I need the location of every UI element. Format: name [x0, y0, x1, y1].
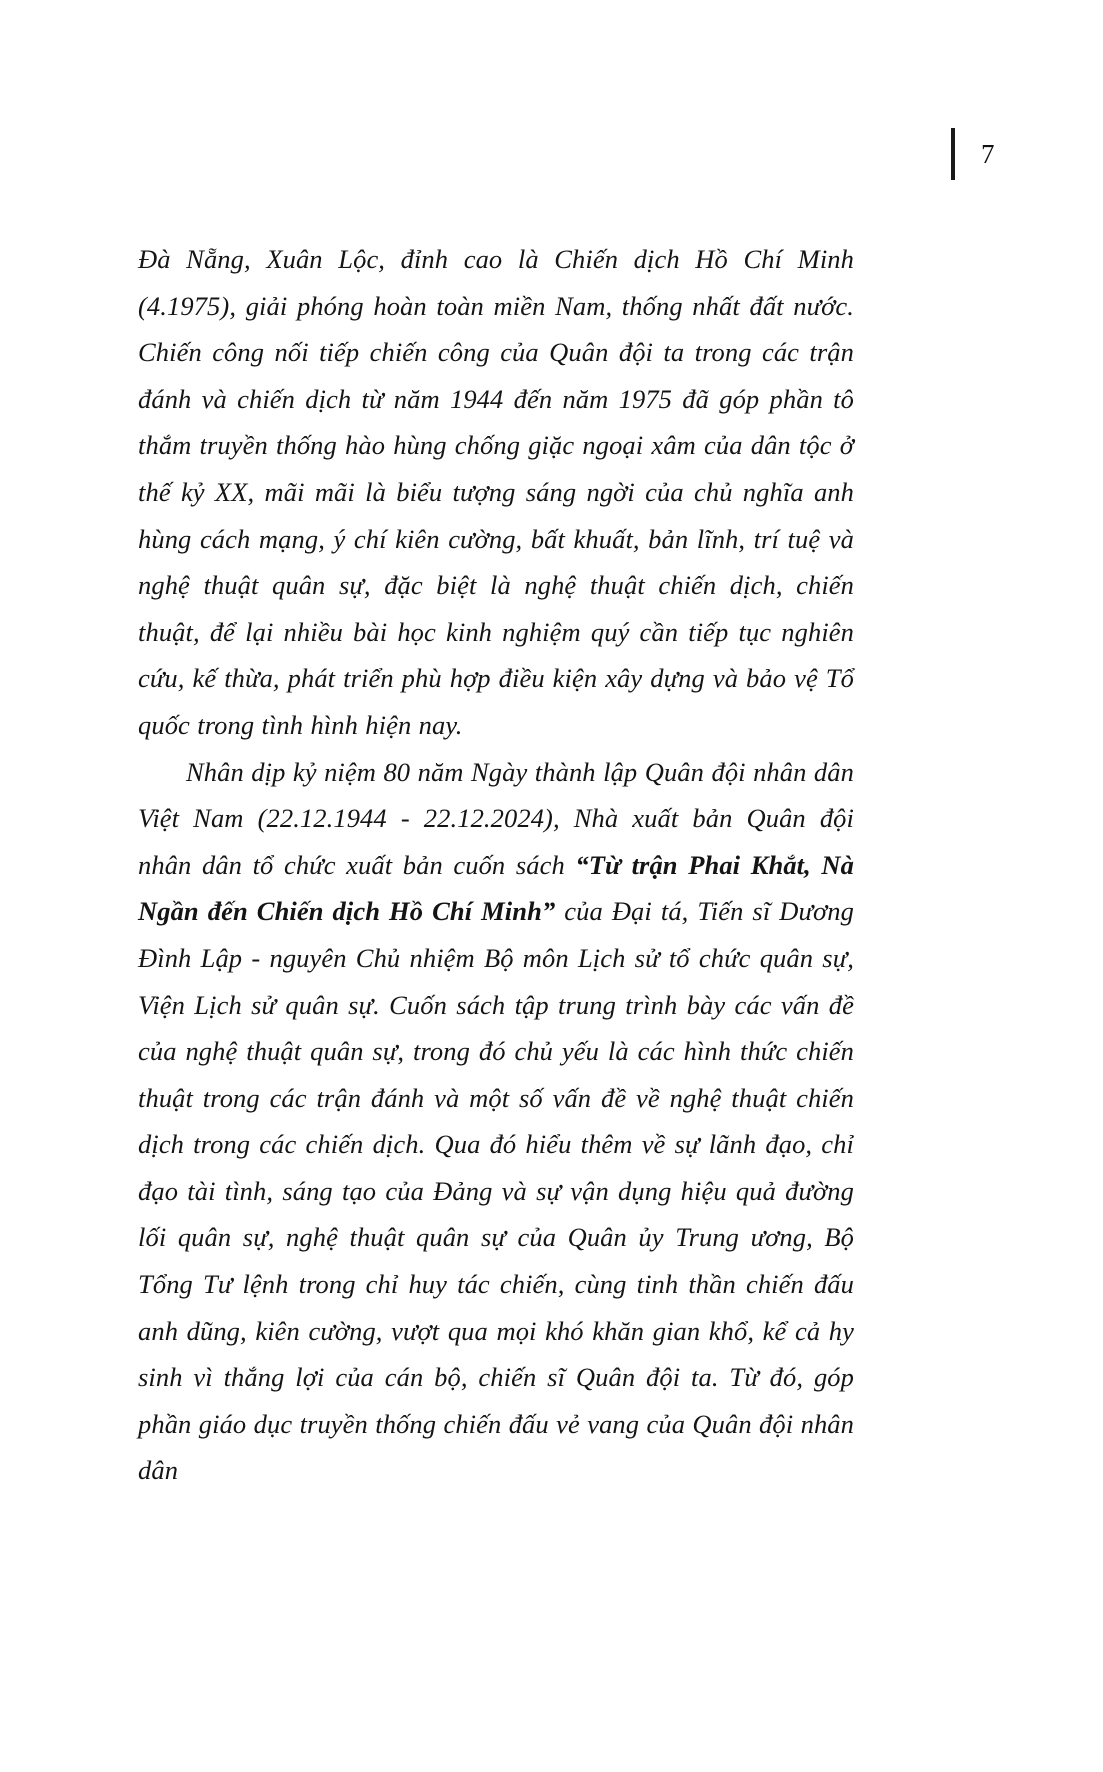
header-rule-decoration: [951, 128, 955, 180]
paragraph-2-segment-1: Nhân dịp kỷ niệm 80 năm Ngày thành lập Quân đội nhân dân Việt Nam (22.12.1944 - 22.12.2024), Nhà xuất bản Quân đội nhân dân tổ chức xuất bản cuốn sách: [138, 756, 854, 880]
paragraph-1: Đà Nẵng, Xuân Lộc, đỉnh cao là Chiến dịch Hồ Chí Minh (4.1975), giải phóng hoàn toàn miền Nam, thống nhất đất nước. Chiến công nối tiếp chiến công của Quân đội ta trong các trận đánh và chiến dịch từ năm 1944 đến năm 1975 đã góp phần tô thắm truyền thống hào hùng chống giặc ngoại xâm của dân tộc ở thế kỷ XX, mãi mãi là biểu tượng sáng ngời của chủ nghĩa anh hùng cách mạng, ý chí kiên cường, bất khuất, bản lĩnh, trí tuệ và nghệ thuật quân sự, đặc biệt là nghệ thuật chiến dịch, chiến thuật, để lại nhiều bài học kinh nghiệm quý cần tiếp tục nghiên cứu, kế thừa, phát triển phù hợp điều kiện xây dựng và bảo vệ Tổ quốc trong tình hình hiện nay.: [138, 244, 854, 740]
page-header: [951, 128, 995, 180]
paragraph-2: [138, 749, 854, 1495]
book-title-emphasis: “Từ trận Phai Khắt, Nà Ngần đến Chiến dịch Hồ Chí Minh”: [138, 849, 855, 927]
paragraph-2-segment-3: của Đại tá, Tiến sĩ Dương Đình Lập - nguyên Chủ nhiệm Bộ môn Lịch sử tổ chức quân sự, Viện Lịch sử quân sự. Cuốn sách tập trung trình bày các vấn đề của nghệ thuật quân sự, trong đó chủ yếu là các hình thức chiến thuật trong các trận đánh và một số vấn đề về nghệ thuật chiến dịch trong các chiến dịch. Qua đó hiểu thêm về sự lãnh đạo, chỉ đạo tài tình, sáng tạo của Đảng và sự vận dụng hiệu quả đường lối quân sự, nghệ thuật quân sự của Quân ủy Trung ương, Bộ Tổng Tư lệnh trong chỉ huy tác chiến, cùng tinh thần chiến đấu anh dũng, kiên cường, vượt qua mọi khó khăn gian khổ, kể cả hy sinh vì thắng lợi của cán bộ, chiến sĩ Quân đội ta. Từ đó, góp phần giáo dục truyền thống chiến đấu vẻ vang của Quân đội nhân dân: [138, 896, 854, 1486]
body-text: [138, 236, 854, 1494]
page-number: 7: [981, 138, 995, 169]
